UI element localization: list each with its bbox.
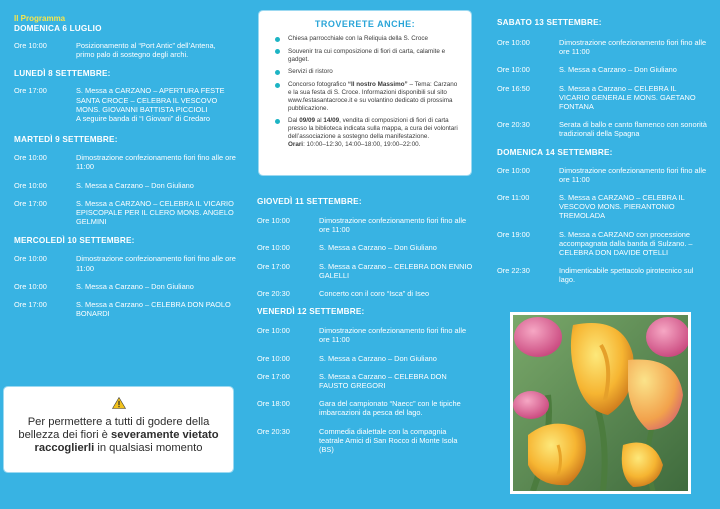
event xyxy=(14,41,236,59)
event-time: Ore 17:00 xyxy=(14,86,47,96)
event-desc: S. Messa a Carzano – Don Giuliano xyxy=(319,243,437,253)
event-time: Ore 10:00 xyxy=(497,38,530,47)
event xyxy=(257,427,473,455)
event-time: Ore 10:00 xyxy=(14,180,47,190)
event-desc: S. Messa a Carzano – Don Giuliano xyxy=(76,281,194,291)
list-item: Servizi di ristoro xyxy=(271,68,459,76)
event xyxy=(497,193,707,221)
event-time: Ore 10:00 xyxy=(14,153,47,163)
event-time: Ore 10:00 xyxy=(257,243,290,253)
event-time: Ore 20:30 xyxy=(257,289,290,299)
list-item: Chiesa parrocchiale con la Reliquia della S. Croce xyxy=(271,35,459,43)
event-desc: S. Messa a Carzano – CELEBRA DON PAOLO BONARDI xyxy=(76,300,231,319)
program-column-2 xyxy=(257,197,473,463)
event-time: Ore 17:00 xyxy=(257,371,290,381)
day-title: VENERDÌ 12 SETTEMBRE: xyxy=(257,307,365,317)
event-desc: Commedia dialettale con la compagnia teatrale Amici di San Rocco di Monte Isola (BS) xyxy=(319,426,458,455)
event-desc: Dimostrazione confezionamento fiori fino alle ore 11:00 xyxy=(319,216,467,235)
event-desc: S. Messa a Carzano – Don Giuliano xyxy=(319,353,437,363)
flower-illustration xyxy=(513,315,688,491)
event xyxy=(14,153,236,171)
event xyxy=(497,230,707,258)
event-desc: Dimostrazione confezionamento fiori fino alle ore 11:00 xyxy=(76,254,236,273)
event xyxy=(14,300,236,318)
event-desc: S. Messa a Carzano – CELEBRA DON FAUSTO GREGORI xyxy=(319,371,447,391)
event xyxy=(497,84,707,112)
event xyxy=(14,86,236,123)
event-desc: S. Messa a CARZANO – CELEBRA IL VICARIO EPISCOPALE PER IL CLERO MONS. ANGELO GELMINI xyxy=(76,198,234,227)
event-time: Ore 10:00 xyxy=(14,41,47,50)
event xyxy=(14,282,236,291)
event xyxy=(257,289,473,298)
event xyxy=(497,38,707,56)
bullet-dot-icon xyxy=(275,37,280,42)
troverete-title: TROVERETE ANCHE: xyxy=(314,19,416,29)
program-label: Il Programma xyxy=(14,14,66,23)
event-desc: S. Messa a CARZANO – CELEBRA IL VESCOVO MONS. PIERANTONIO TREMOLADA xyxy=(559,193,685,221)
program-column-1 xyxy=(14,0,236,327)
list-item: Souvenir tra cui composizione di fiori di carta, calamite e gadget. xyxy=(271,48,459,64)
list-item: Concorso fotografico “Il nostro Massimo” – Tema: Carzano e la sua festa di S. Croce. Informazioni disponibili sul sito www.festasantacroce.it e su volantino dedicato di prossima pubblicazione. xyxy=(271,81,459,112)
event-time: Ore 17:00 xyxy=(14,198,47,208)
event xyxy=(257,216,473,234)
event-time: Ore 10:00 xyxy=(257,216,290,225)
event-desc: Dimostrazione confezionamento fiori fino alle ore 11:00 xyxy=(559,165,707,184)
event xyxy=(14,181,236,190)
event xyxy=(257,354,473,363)
event-desc: Serata di ballo e canto flamenco con sonorità tradizionali della Spagna xyxy=(559,120,707,139)
event-desc: S. Messa a Carzano – CELEBRA IL VICARIO GENERALE MONS. GAETANO FONTANA xyxy=(559,83,696,112)
troverete-box xyxy=(261,13,469,173)
event xyxy=(497,65,707,74)
event xyxy=(14,254,236,272)
event-desc: Dimostrazione confezionamento fiori fino alle ore 11:00 xyxy=(319,326,467,345)
event-time: Ore 16:50 xyxy=(497,83,530,93)
event-desc: Concerto con il coro “Isca” di Iseo xyxy=(319,289,430,299)
day-title: DOMENICA 6 LUGLIO xyxy=(14,24,102,33)
event-desc: Gara del campionato “Naecc” con le tipiche imbarcazioni da pesca del lago. xyxy=(319,399,461,418)
warning-icon xyxy=(112,397,126,409)
event-desc: S. Messa a CARZANO – APERTURA FESTE SANTA CROCE – CELEBRA IL VESCOVO MONS. GIOVANNI BATTISTA PICCIOLI xyxy=(76,86,225,114)
day-title: MARTEDÌ 9 SETTEMBRE: xyxy=(14,135,118,145)
day-title: MERCOLEDÌ 10 SETTEMBRE: xyxy=(14,236,135,246)
event-time: Ore 11:00 xyxy=(497,193,530,203)
event-desc: Dimostrazione confezionamento fiori fino alle ore 11:00 xyxy=(76,153,236,172)
event-desc: S. Messa a Carzano – CELEBRA DON ENNIO GALELLI xyxy=(319,261,473,280)
event xyxy=(497,266,707,284)
notice-box xyxy=(6,389,231,470)
troverete-list xyxy=(271,35,459,149)
event-time: Ore 22:30 xyxy=(497,266,530,276)
event-time: Ore 19:00 xyxy=(497,229,530,239)
event xyxy=(257,326,473,344)
event-time: Ore 20:30 xyxy=(497,120,530,130)
event xyxy=(497,166,707,184)
calla-lilies-photo xyxy=(510,312,691,494)
day-title: SABATO 13 SETTEMBRE: xyxy=(497,18,602,27)
event-time: Ore 17:00 xyxy=(257,261,290,271)
event xyxy=(257,243,473,252)
bullet-dot-icon xyxy=(275,83,280,88)
event-time: Ore 18:00 xyxy=(257,399,290,409)
event xyxy=(257,399,473,417)
day-title: GIOVEDÌ 11 SETTEMBRE: xyxy=(257,197,362,206)
event-time: Ore 10:00 xyxy=(14,254,47,264)
event-desc: Indimenticabile spettacolo pirotecnico sul lago. xyxy=(559,266,694,285)
event-desc: S. Messa a Carzano – Don Giuliano xyxy=(76,180,194,190)
event-desc: Dimostrazione confezionamento fiori fino alle ore 11:00 xyxy=(559,38,707,57)
event xyxy=(497,120,707,138)
event-desc: S. Messa a CARZANO con processione accompagnata dalla banda di Sulzano. – CELEBRA DON DAVIDE OTELLI xyxy=(559,229,693,258)
event xyxy=(257,262,473,280)
event-desc: S. Messa a Carzano – Don Giuliano xyxy=(559,65,677,75)
day-title: LUNEDÌ 8 SETTEMBRE: xyxy=(14,69,111,79)
bullet-dot-icon xyxy=(275,49,280,54)
event-time: Ore 20:30 xyxy=(257,426,290,436)
event-time: Ore 10:00 xyxy=(497,165,530,175)
event-time: Ore 10:00 xyxy=(257,326,290,336)
event-desc: Posizionamento al “Port Antic” dell’Antena, primo palo di sostegno degli archi. xyxy=(76,41,216,60)
event-time: Ore 10:00 xyxy=(257,353,290,363)
event-time: Ore 10:00 xyxy=(14,281,47,291)
notice-text: Per permettere a tutti di godere della bellezza dei fiori è severamente vietato raccoglierli in qualsiasi momento xyxy=(18,416,219,455)
event xyxy=(257,372,473,390)
event xyxy=(14,199,236,227)
bullet-dot-icon xyxy=(275,119,280,124)
bullet-dot-icon xyxy=(275,70,280,75)
program-column-3 xyxy=(497,18,707,294)
event-time: Ore 17:00 xyxy=(14,300,47,310)
event-time: Ore 10:00 xyxy=(497,65,530,75)
day-title: DOMENICA 14 SETTEMBRE: xyxy=(497,147,613,157)
list-item: Dal 09/09 al 14/09, vendita di composizioni di fiori di carta presso la biblioteca indicata sulla mappa, a cura dei volontari dell’associazione a sostegno della manifestazione. Orari: 10:00–12:30, 14:00–18:00, 19:00–22:00. xyxy=(271,117,459,148)
event-extra: A seguire banda di “I Giovani” di Credaro xyxy=(76,114,210,124)
